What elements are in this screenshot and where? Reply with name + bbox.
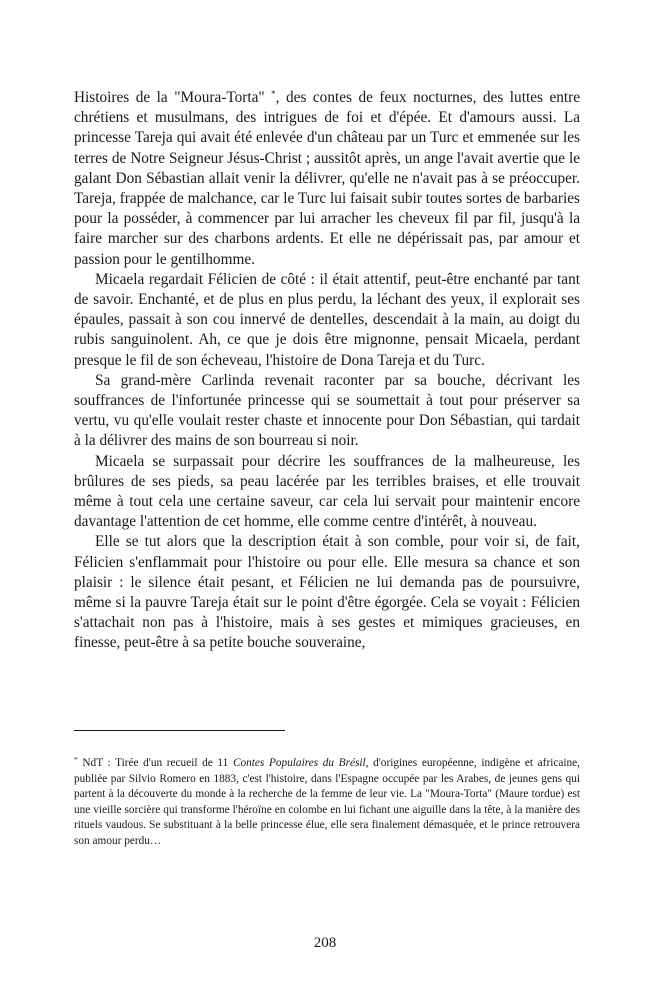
footnote-text-rest: d'origines européenne, indigène et africaine, publiée par Silvio Romero en 1883, c'est l'histoire, dans l'Espagne occupée par les Arabes, de jeunes gens qui partent à la découverte du monde à la recherche de la femme de leur vie. La "Moura-Torta" (Maure tordue) est une vieille sorcière qui transforme l'héroïne en colombe en lui fichant une aiguille dans la tête, à la manière des rituels vaudous. Se substituant à la belle princesse élue, elle sera finalement démasquée, et le prince retrouvera son amour perdu…: [74, 757, 580, 847]
footnote-reference: *: [271, 89, 276, 99]
page-number: 208: [313, 935, 337, 951]
footnote-book-title: Contes Populaires du Brésil,: [232, 757, 369, 769]
main-text: [74, 88, 580, 654]
paragraph-1: [74, 88, 580, 270]
paragraph-1-start: Histoires de la "Moura-Torta": [74, 89, 265, 106]
footnote-separator: [74, 730, 285, 731]
page-body: [74, 88, 580, 654]
paragraph-2: Micaela regardait Félicien de côté : il était attentif, peut-être enchanté par tant de savoir. Enchanté, et de plus en plus perdu, la léchant des yeux, il explorait ses épaules, passait à son cou innervé de dentelles, descendait à la main, au doigt du rubis sanguinolent. Ah, ce que je dois être mignonne, pensait Micaela, perdant presque le fil de son écheveau, l'histoire de Dona Tareja et du Turc.: [74, 270, 580, 369]
footnote-text-start: NdT : Tirée d'un recueil de 11: [77, 757, 233, 769]
paragraph-3: Sa grand-mère Carlinda revenait raconter par sa bouche, décrivant les souffrances de l'infortunée princesse qui se soumettait à tout pour préserver sa vertu, vu qu'elle voulait rester chaste et innocente pour Don Sébastian, qui tardait à la délivrer des mains de son bourreau si noir.: [74, 371, 580, 450]
footnote-mark: *: [74, 755, 78, 764]
paragraph-4: Micaela se surpassait pour décrire les souffrances de la malheureuse, les brûlures de ses pieds, sa peau lacérée par les terribles braises, et elle trouvait même à tout cela une certaine saveur, car cela lui servait pour maintenir encore davantage l'attention de cet homme, elle comme centre d'intérêt, à nouveau.: [74, 452, 580, 531]
footnote: [74, 756, 580, 849]
paragraph-1-rest: , des contes de feux nocturnes, des luttes entre chrétiens et musulmans, des intrigues de foi et d'épée. Et d'amours aussi. La princesse Tareja qui avait été enlevée d'un château par un Turc et emmenée sur les terres de Notre Seigneur Jésus-Christ ; aussitôt après, un ange l'avait avertie que le galant Don Sébastian allait venir la délivrer, qu'elle ne n'avait pas à se préoccuper. Tareja, frappée de malchance, car le Turc lui faisait subir toutes sortes de barbaries pour la posséder, à commencer par lui arracher les cheveux fil par fil, jusqu'à la faire marcher sur des charbons ardents. Et elle ne dépérissait pas, par amour et passion pour le gentilhomme.: [74, 89, 581, 268]
paragraph-5: Elle se tut alors que la description était à son comble, pour voir si, de fait, Félicien s'enflammait pour l'histoire ou pour elle. Elle mesura sa chance et son plaisir : le silence était pesant, et Félicien ne lui demanda pas de poursuivre, même si la pauvre Tareja était sur le point d'être égorgée. Cela se voyait : Félicien s'attachait non pas à l'histoire, mais à ses gestes et mimiques gracieuses, en finesse, peut-être à sa petite bouche souveraine,: [74, 533, 580, 652]
